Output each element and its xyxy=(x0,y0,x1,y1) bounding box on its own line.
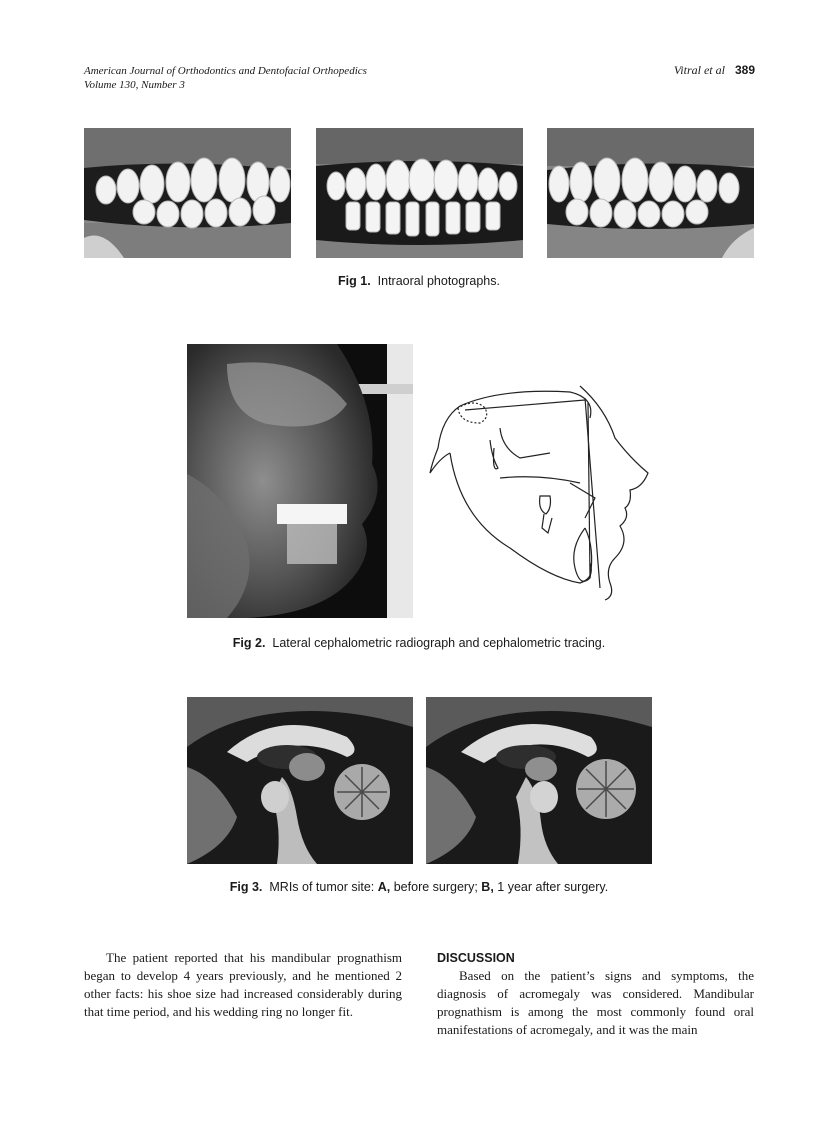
mri-before-surgery xyxy=(187,697,413,864)
fig3-caption xyxy=(0,880,838,894)
fig1-caption xyxy=(0,274,838,288)
fig3-panel-b: B, xyxy=(481,880,494,894)
left-paragraph: The patient reported that his mandibular prognathism began to develop 4 years previously, and he mentioned 2 other facts: his shoe size had increased considerably during that time period, and his wedding ring no longer fit. xyxy=(84,950,402,1019)
fig1-text: Intraoral photographs. xyxy=(377,274,500,288)
fig3-label: Fig 3. xyxy=(229,880,263,894)
fig2-text: Lateral cephalometric radiograph and cephalometric tracing. xyxy=(272,636,606,650)
running-head xyxy=(674,63,755,77)
fig3-text-after: 1 year after surgery. xyxy=(497,880,609,894)
fig2-label: Fig 2. xyxy=(232,636,266,650)
intraoral-photo-right xyxy=(84,128,291,258)
fig2-caption xyxy=(0,636,838,650)
section-heading: DISCUSSION xyxy=(437,951,515,965)
intraoral-photo-frontal xyxy=(316,128,523,258)
page-number: 389 xyxy=(734,63,755,77)
authors: Vitral et al xyxy=(673,63,725,77)
fig3-panel-a: A, xyxy=(377,880,391,894)
journal-title: American Journal of Orthodontics and Dentofacial Orthopedics xyxy=(84,65,367,77)
left-column xyxy=(84,949,402,1021)
fig1-label: Fig 1. xyxy=(338,274,371,288)
right-paragraph: Based on the patient’s signs and symptoms, the diagnosis of acromegaly was considered. Mandibular prognathism is among the most commonly found oral manifestations of acromegaly, and it was the main xyxy=(437,968,754,1037)
intraoral-photo-left xyxy=(547,128,754,258)
journal-header xyxy=(84,64,367,92)
journal-volume: Volume 130, Number 3 xyxy=(84,79,185,91)
right-column xyxy=(437,949,754,1039)
fig3-text-before: MRIs of tumor site: xyxy=(269,880,375,894)
fig3-text-mid: before surgery; xyxy=(393,880,478,894)
cephalometric-radiograph xyxy=(187,344,413,618)
cephalometric-tracing xyxy=(420,378,652,604)
mri-after-surgery xyxy=(426,697,652,864)
